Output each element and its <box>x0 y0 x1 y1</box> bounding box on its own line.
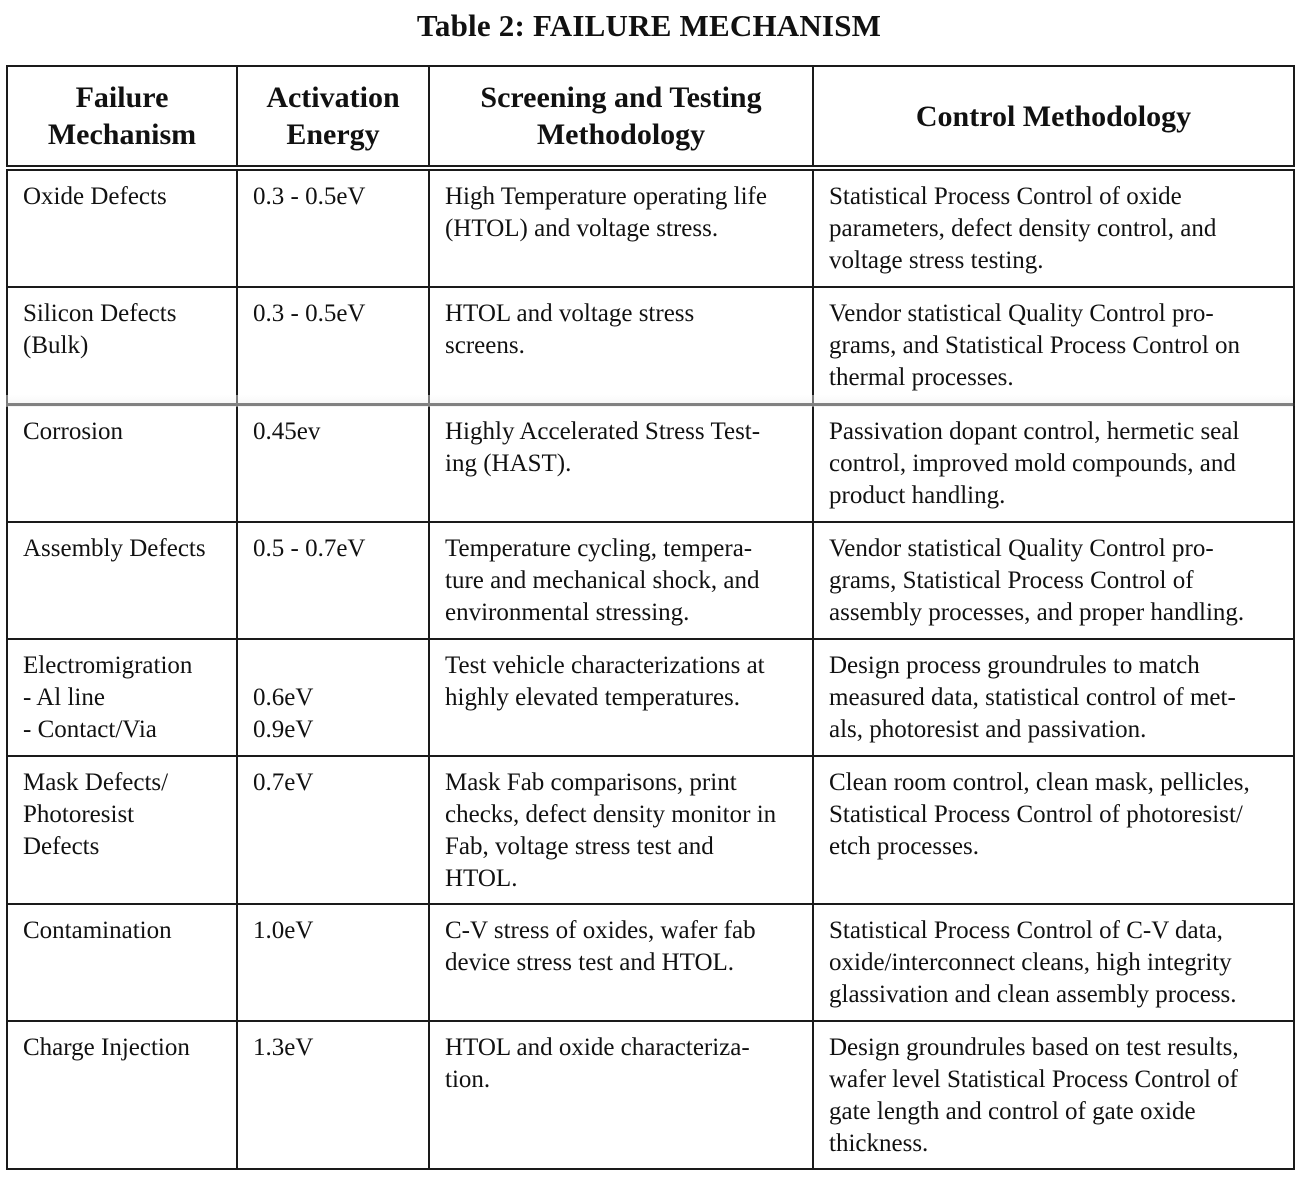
header-control-methodology <box>813 66 1294 168</box>
text-line: Test vehicle characterizations at <box>445 652 765 679</box>
cell-activation-energy <box>237 522 429 639</box>
text-line: 1.0eV <box>253 917 314 944</box>
text-line: Oxide Defects <box>23 183 167 210</box>
text-line: Contamination <box>23 917 172 944</box>
cell-failure-mechanism <box>7 756 237 904</box>
cell-failure-mechanism <box>7 639 237 756</box>
text-line: ing (HAST). <box>445 450 572 477</box>
table-row <box>7 639 1294 756</box>
text-line: Design groundrules based on test results, <box>829 1034 1239 1061</box>
failure-mechanism-table-frame <box>6 65 1293 1170</box>
text-line: Mask Defects/ <box>23 769 169 796</box>
text-line: Statistical Process Control of oxide <box>829 183 1182 210</box>
text-line: thermal processes. <box>829 364 1014 391</box>
text-line: HTOL. <box>445 865 518 892</box>
table-title: Table 2: FAILURE MECHANISM <box>416 8 882 43</box>
cell-control-methodology <box>813 639 1294 756</box>
cell-failure-mechanism <box>7 287 237 405</box>
cell-activation-energy <box>237 1021 429 1169</box>
text-line: als, photoresist and passivation. <box>829 716 1147 743</box>
text-line: 0.7eV <box>253 769 314 796</box>
text-line: Vendor statistical Quality Control pro- <box>829 535 1214 562</box>
cell-activation-energy <box>237 405 429 523</box>
cell-activation-energy <box>237 756 429 904</box>
cell-screening-testing <box>429 1021 813 1169</box>
cell-failure-mechanism <box>7 522 237 639</box>
text-line: control, improved mold compounds, and <box>829 450 1236 477</box>
header-row <box>7 66 1294 168</box>
cell-screening-testing <box>429 287 813 405</box>
text-line: 0.9eV <box>253 716 314 743</box>
text-line: 0.3 - 0.5eV <box>253 300 366 327</box>
text-line: Fab, voltage stress test and <box>445 833 714 860</box>
cell-failure-mechanism <box>7 904 237 1021</box>
text-line: environmental stressing. <box>445 599 690 626</box>
text-line: wafer level Statistical Process Control of <box>829 1066 1238 1093</box>
table-row <box>7 287 1294 405</box>
cell-activation-energy <box>237 168 429 287</box>
text-line: Silicon Defects <box>23 300 177 327</box>
text-line: voltage stress testing. <box>829 247 1044 274</box>
text-line: Failure <box>75 81 169 114</box>
text-line: thickness. <box>829 1130 929 1157</box>
text-line: HTOL and voltage stress <box>445 300 695 327</box>
text-line: Charge Injection <box>23 1034 190 1061</box>
text-line: assembly processes, and proper handling. <box>829 599 1245 626</box>
text-line: Screening and Testing <box>480 81 762 114</box>
cell-control-methodology <box>813 405 1294 523</box>
text-line: Assembly Defects <box>23 535 206 562</box>
table-row <box>7 405 1294 523</box>
cell-control-methodology <box>813 1021 1294 1169</box>
cell-control-methodology <box>813 287 1294 405</box>
text-line: Corrosion <box>23 418 123 445</box>
text-line: Photoresist <box>23 801 135 828</box>
cell-screening-testing <box>429 756 813 904</box>
text-line: product handling. <box>829 482 1006 509</box>
text-line: 0.45ev <box>253 418 321 445</box>
text-line: glassivation and clean assembly process. <box>829 981 1237 1008</box>
text-line: checks, defect density monitor in <box>445 801 777 828</box>
header-failure-mechanism <box>7 66 237 168</box>
text-line: Passivation dopant control, hermetic seal <box>829 418 1240 445</box>
text-line: Defects <box>23 833 100 860</box>
text-line: (Bulk) <box>23 332 89 359</box>
text-line: High Temperature operating life <box>445 183 767 210</box>
text-line: Mask Fab comparisons, print <box>445 769 737 796</box>
text-line: (HTOL) and voltage stress. <box>445 215 719 242</box>
text-line: parameters, defect density control, and <box>829 215 1217 242</box>
text-line: Highly Accelerated Stress Test- <box>445 418 761 445</box>
text-line: HTOL and oxide characteriza- <box>445 1034 750 1061</box>
text-line: 0.3 - 0.5eV <box>253 183 366 210</box>
cell-activation-energy <box>237 287 429 405</box>
text-line: screens. <box>445 332 525 359</box>
text-line: grams, Statistical Process Control of <box>829 567 1194 594</box>
cell-screening-testing <box>429 904 813 1021</box>
text-line <box>253 650 413 682</box>
text-line: highly elevated temperatures. <box>445 684 741 711</box>
cell-failure-mechanism <box>7 168 237 287</box>
table-row <box>7 904 1294 1021</box>
header-screening-testing <box>429 66 813 168</box>
cell-screening-testing <box>429 168 813 287</box>
text-line: Electromigration <box>23 652 193 679</box>
text-line: Temperature cycling, tempera- <box>445 535 753 562</box>
cell-control-methodology <box>813 904 1294 1021</box>
cell-control-methodology <box>813 756 1294 904</box>
text-line: - Al line <box>23 684 105 711</box>
text-line: - Contact/Via <box>23 716 157 743</box>
failure-mechanism-table <box>6 65 1295 1170</box>
table-row <box>7 1021 1294 1169</box>
text-line: Statistical Process Control of C-V data, <box>829 917 1223 944</box>
header-activation-energy <box>237 66 429 168</box>
text-line: etch processes. <box>829 833 979 860</box>
table-row <box>7 522 1294 639</box>
text-line: Clean room control, clean mask, pellicles, <box>829 769 1250 796</box>
text-line: Energy <box>286 118 380 151</box>
text-line: tion. <box>445 1066 491 1093</box>
table-row <box>7 756 1294 904</box>
cell-screening-testing <box>429 522 813 639</box>
text-line: device stress test and HTOL. <box>445 949 735 976</box>
text-line: 0.6eV <box>253 684 314 711</box>
text-line: Mechanism <box>47 118 197 151</box>
table-row <box>7 168 1294 287</box>
cell-activation-energy <box>237 639 429 756</box>
cell-failure-mechanism <box>7 1021 237 1169</box>
text-line: gate length and control of gate oxide <box>829 1098 1196 1125</box>
cell-control-methodology <box>813 168 1294 287</box>
text-line: Vendor statistical Quality Control pro- <box>829 300 1214 327</box>
table-body <box>7 168 1294 1169</box>
text-line: ture and mechanical shock, and <box>445 567 760 594</box>
text-line: C-V stress of oxides, wafer fab <box>445 917 756 944</box>
cell-control-methodology <box>813 522 1294 639</box>
text-line: Control Methodology <box>915 99 1192 133</box>
text-line: 0.5 - 0.7eV <box>253 535 366 562</box>
text-line: Methodology <box>536 118 706 151</box>
text-line: 1.3eV <box>253 1034 314 1061</box>
text-line: grams, and Statistical Process Control on <box>829 332 1241 359</box>
text-line: Design process groundrules to match <box>829 652 1200 679</box>
cell-activation-energy <box>237 904 429 1021</box>
text-line: Statistical Process Control of photoresist/ <box>829 801 1243 828</box>
text-line: measured data, statistical control of met- <box>829 684 1236 711</box>
cell-failure-mechanism <box>7 405 237 523</box>
text-line: oxide/interconnect cleans, high integrity <box>829 949 1232 976</box>
text-line: Activation <box>266 81 400 114</box>
cell-screening-testing <box>429 639 813 756</box>
cell-screening-testing <box>429 405 813 523</box>
